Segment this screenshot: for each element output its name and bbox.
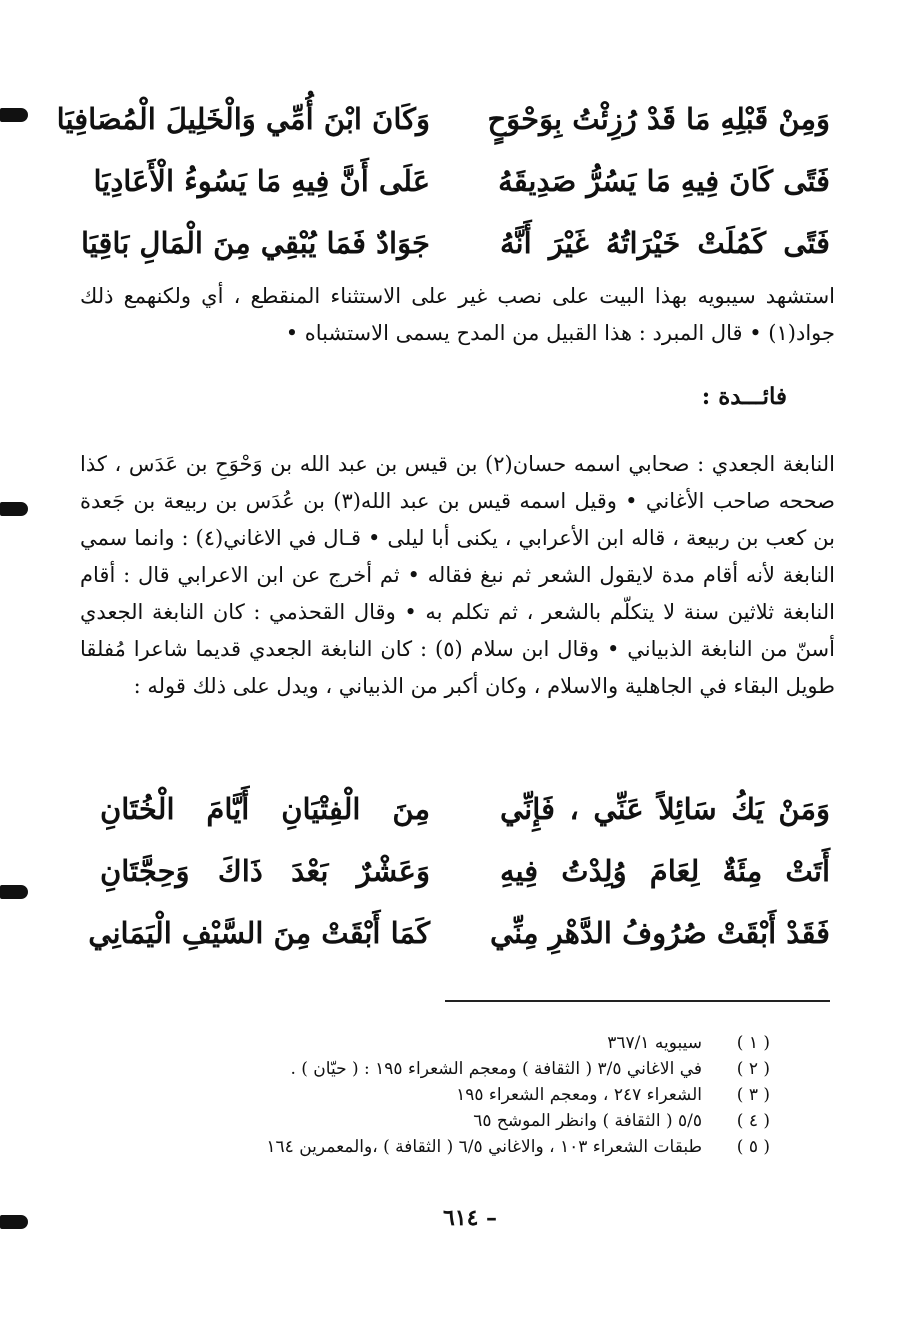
verse-row bbox=[88, 902, 830, 964]
footnote-text: سيبويه ٣٦٧/١ bbox=[607, 1033, 702, 1053]
verse-hemistich-right: أَتَتْ مِئَةٌ لِعَامَ وُلِدْتُ فِيهِ bbox=[500, 854, 830, 888]
verse-hemistich-left: عَلَى أَنَّ فِيهِ مَا يَسُوءُ الْأَعَادِيَا bbox=[93, 164, 430, 198]
scan-edge-mark bbox=[0, 108, 28, 122]
footnote-number: ( ٢ ) bbox=[736, 1059, 770, 1079]
page-number: – ٦١٤ bbox=[442, 1205, 498, 1231]
verse-row bbox=[100, 778, 830, 840]
footnote-number: ( ٥ ) bbox=[736, 1137, 770, 1157]
scan-edge-mark bbox=[0, 1215, 28, 1229]
paragraph-biography bbox=[80, 446, 835, 705]
paragraph-text: النابغة الجعدي : صحابي اسمه حسان(٢) بن قيس بن عبد الله بن وَحْوَحِ بن عَدَس ، كذا صححه صاحب الأغاني • وقيل اسمه قيس بن عبد الله(٣) بن عُدَس بن ربيعة بن جَعدة بن كعب بن ربيعة ، قاله ابن الأعرابي ، يكنى أبا ليلى • قـال في الاغاني(٤) : وانما سمي النابغة لأنه أقام مدة لايقول الشعر ثم نبغ فقاله • ثم أخرج عن ابن الاعرابي قال : أقام النابغة ثلاثين سنة لا يتكلّم بالشعر ، ثم تكلم به • وقال القحذمي : كان النابغة الجعدي أسنّ من النابغة الذبياني • وقال ابن سلام (٥) : كان النابغة الجعدي قديما شاعرا مُفلقا طويل البقاء في الجاهلية والاسلام ، وكان أكبر من الذبياني ، ويدل على ذلك قوله : bbox=[80, 452, 835, 698]
verse-hemistich-right: فَقَدْ أَبْقَتْ صُرُوفُ الدَّهْرِ مِنِّي bbox=[490, 916, 830, 950]
verse-hemistich-left: جَوَادٌ فَمَا يُبْقِي مِنَ الْمَالِ بَاقِيَا bbox=[80, 226, 430, 260]
section-heading: فائـــدة : bbox=[701, 383, 787, 410]
verses-top bbox=[56, 88, 830, 274]
verse-row bbox=[56, 88, 830, 150]
footnote bbox=[90, 1082, 770, 1108]
verse-row bbox=[93, 150, 830, 212]
footnotes bbox=[90, 1030, 770, 1160]
footnote-separator bbox=[445, 1000, 830, 1002]
verse-hemistich-left: كَمَا أَبْقَتْ مِنَ السَّيْفِ الْيَمَانِي bbox=[88, 916, 430, 950]
footnote bbox=[90, 1108, 770, 1134]
paragraph-text: استشهد سيبويه بهذا البيت على نصب غير على الاستثناء المنقطع ، أي ولكنهمع ذلك جواد(١) • قال المبرد : هذا القبيل من المدح يسمى الاستشباه • bbox=[80, 284, 835, 345]
verses-bottom bbox=[88, 778, 830, 964]
footnote-text: الشعراء ٢٤٧ ، ومعجم الشعراء ١٩٥ bbox=[456, 1085, 702, 1105]
paragraph-sibawayh bbox=[80, 278, 835, 352]
verse-hemistich-right: وَمَنْ يَكُ سَائِلاً عَنِّي ، فَإِنِّي bbox=[500, 792, 830, 826]
scan-edge-mark bbox=[0, 885, 28, 899]
scan-edge-mark bbox=[0, 502, 28, 516]
footnote-text: ٥/٥ ( الثقافة ) وانظر الموشح ٦٥ bbox=[473, 1111, 702, 1131]
verse-row bbox=[80, 212, 830, 274]
verse-hemistich-left: مِنَ الْفِتْيَانِ أَيَّامَ الْخُتَانِ bbox=[100, 792, 430, 826]
verse-row bbox=[100, 840, 830, 902]
verse-hemistich-left: وَعَشْرٌ بَعْدَ ذَاكَ وَحِجَّتَانِ bbox=[100, 854, 430, 888]
footnote bbox=[90, 1030, 770, 1056]
verse-hemistich-right: فَتًى كَانَ فِيهِ مَا يَسُرُّ صَدِيقَهُ bbox=[498, 164, 830, 198]
footnote-number: ( ١ ) bbox=[736, 1033, 770, 1053]
verse-hemistich-left: وَكَانَ ابْنَ أُمِّي وَالْخَلِيلَ الْمُصَافِيَا bbox=[56, 102, 430, 136]
footnote bbox=[90, 1134, 770, 1160]
verse-hemistich-right: فَتًى كَمُلَتْ خَيْرَاتُهُ غَيْرَ أَنَّهُ bbox=[500, 226, 830, 260]
footnote bbox=[90, 1056, 770, 1082]
footnote-text: في الاغاني ٣/٥ ( الثقافة ) ومعجم الشعراء ١٩٥ : ( حيّان ) . bbox=[290, 1059, 702, 1079]
verse-hemistich-right: وَمِنْ قَبْلِهِ مَا قَدْ رُزِئْتُ بِوَحْوَحٍ bbox=[487, 102, 830, 136]
footnote-number: ( ٤ ) bbox=[736, 1111, 770, 1131]
footnote-number: ( ٣ ) bbox=[736, 1085, 770, 1105]
footnote-text: طبقات الشعراء ١٠٣ ، والاغاني ٦/٥ ( الثقافة ) ،والمعمرين ١٦٤ bbox=[266, 1137, 702, 1157]
